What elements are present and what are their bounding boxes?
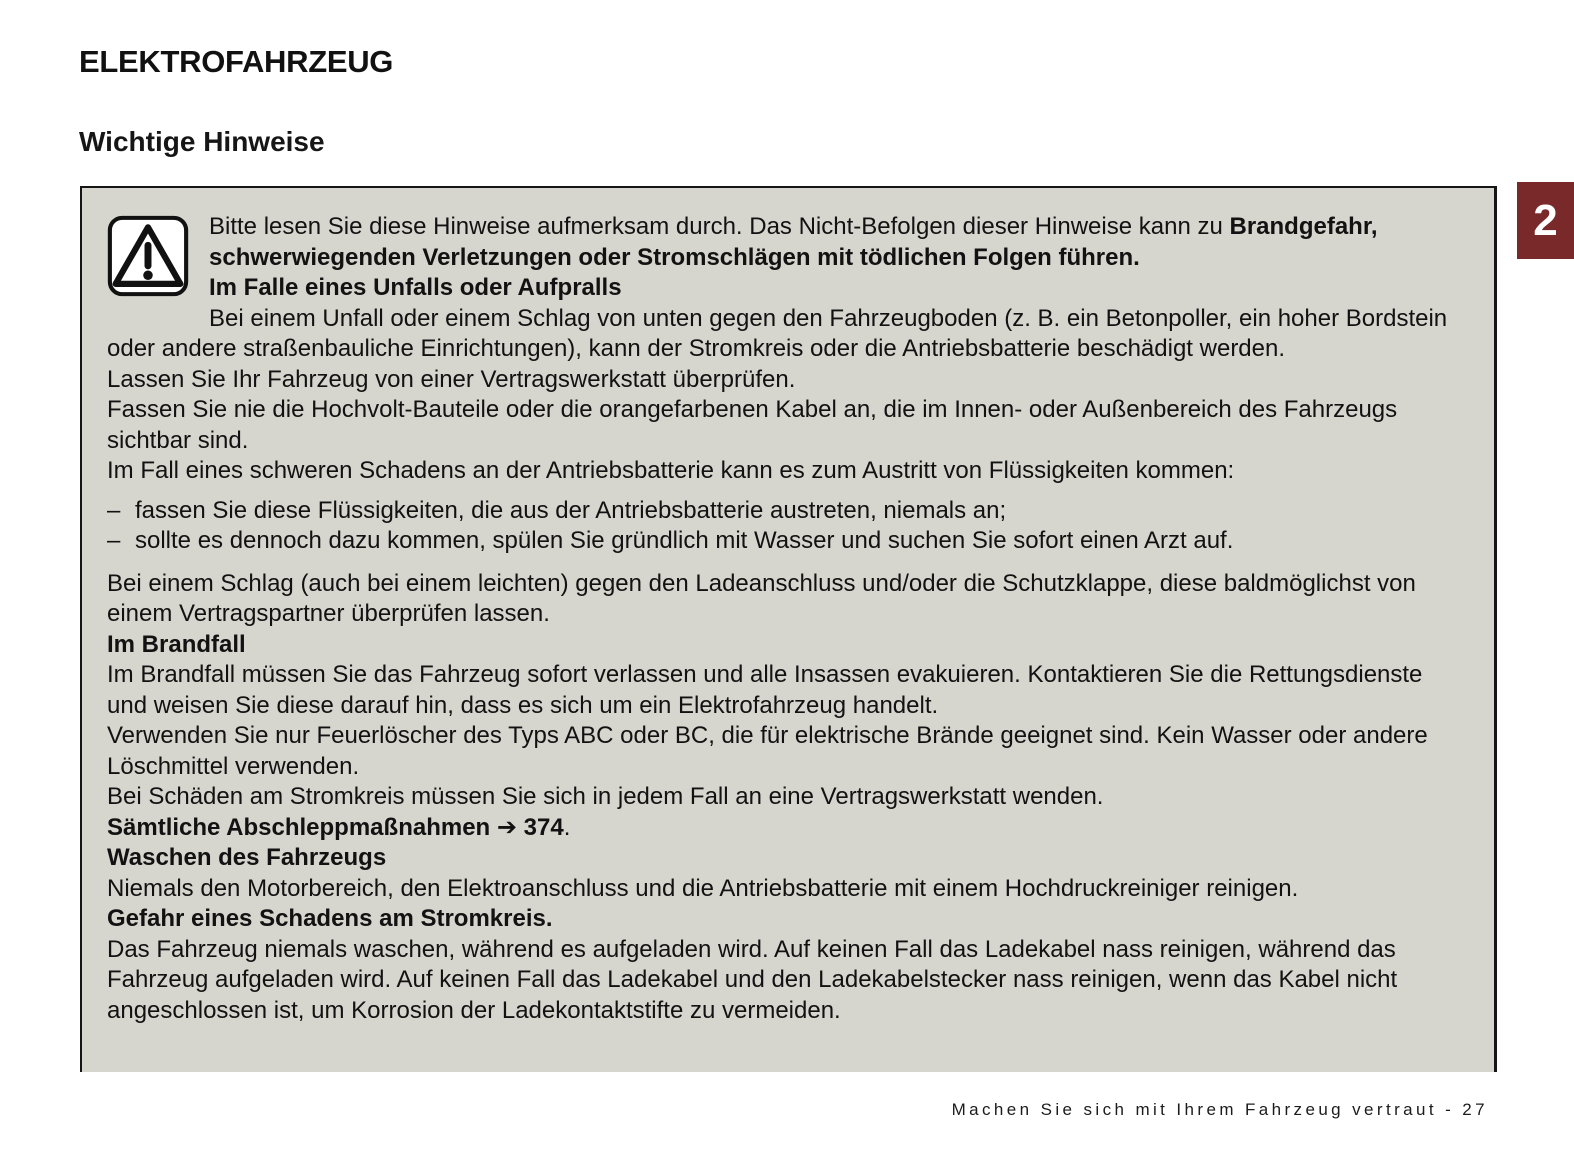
warning-box [80,186,1497,1072]
paragraph: Fassen Sie nie die Hochvolt-Bauteile oder die orangefarbenen Kabel an, die im Innen- oder Außenbereich des Fahrzeugs sichtbar sind. [107,396,1398,454]
paragraph: Waschen des Fahrzeugs [107,844,387,871]
page-title: ELEKTROFAHRZEUG [79,44,394,79]
warning-triangle-icon [107,214,189,298]
page-footer: Machen Sie sich mit Ihrem Fahrzeug vertraut - 27 [951,1100,1488,1119]
paragraph: Verwenden Sie nur Feuerlöscher des Typs ABC oder BC, die für elektrische Brände geeignet sind. Kein Wasser oder andere Löschmittel verwenden. [107,722,1428,780]
chapter-number: 2 [1533,195,1558,245]
paragraph: Bitte lesen Sie diese Hinweise aufmerksam durch. Das Nicht-Befolgen dieser Hinweise kann zu Brandgefahr, schwerwiegenden Verletzungen oder Stromschlägen mit tödlichen Folgen führen. [209,213,1378,271]
paragraph: Lassen Sie Ihr Fahrzeug von einer Vertragswerkstatt überprüfen. [107,365,796,393]
paragraph: Bei einem Unfall oder einem Schlag von unten gegen den Fahrzeugboden (z. B. ein Betonpoller, ein hoher Bordstein oder andere straßenbauliche Einrichtungen), kann der Stromkreis oder die Antriebsbatterie beschädigt werden. [107,304,1448,362]
bullet-list [107,496,1456,557]
list-item: – sollte es dennoch dazu kommen, spülen Sie gründlich mit Wasser und suchen Sie sofort einen Arzt auf. [107,527,1234,554]
chapter-tab [1517,182,1574,259]
paragraph: Im Fall eines schweren Schadens an der Antriebsbatterie kann es zum Austritt von Flüssigkeiten kommen: [107,457,1235,484]
paragraph: Bei Schäden am Stromkreis müssen Sie sich in jedem Fall an eine Vertragswerkstatt wenden. [107,783,1104,810]
section-title: Wichtige Hinweise [79,126,325,157]
paragraph: Im Brandfall [107,630,246,658]
warning-box-content [107,212,1456,1026]
paragraph: Im Falle eines Unfalls oder Aufpralls [209,274,622,301]
paragraph: Gefahr eines Schadens am Stromkreis. [107,905,553,932]
paragraph: Niemals den Motorbereich, den Elektroanschluss und die Antriebsbatterie mit einem Hochdruckreiniger reinigen. [107,874,1299,902]
paragraph: Das Fahrzeug niemals waschen, während es aufgeladen wird. Auf keinen Fall das Ladekabel nass reinigen, während das Fahrzeug aufgeladen wird. Auf keinen Fall das Ladekabel und den Ladekabelstecker nass reinigen, wenn das Kabel nicht angeschlossen ist, um Korrosion der Ladekontaktstifte zu vermeiden. [107,935,1398,1024]
list-item: – fassen Sie diese Flüssigkeiten, die aus der Antriebsbatterie austreten, niemals an; [107,496,1007,524]
paragraph: Bei einem Schlag (auch bei einem leichten) gegen den Ladeanschluss und/oder die Schutzklappe, diese baldmöglichst von einem Vertragspartner überprüfen lassen. [107,569,1416,627]
paragraph: Sämtliche Abschleppmaßnahmen ➔ 374. [107,813,571,841]
paragraph: Im Brandfall müssen Sie das Fahrzeug sofort verlassen und alle Insassen evakuieren. Kontaktieren Sie die Rettungsdienste und weisen Sie diese darauf hin, dass es sich um ein Elektrofahrzeug handelt. [107,661,1423,719]
